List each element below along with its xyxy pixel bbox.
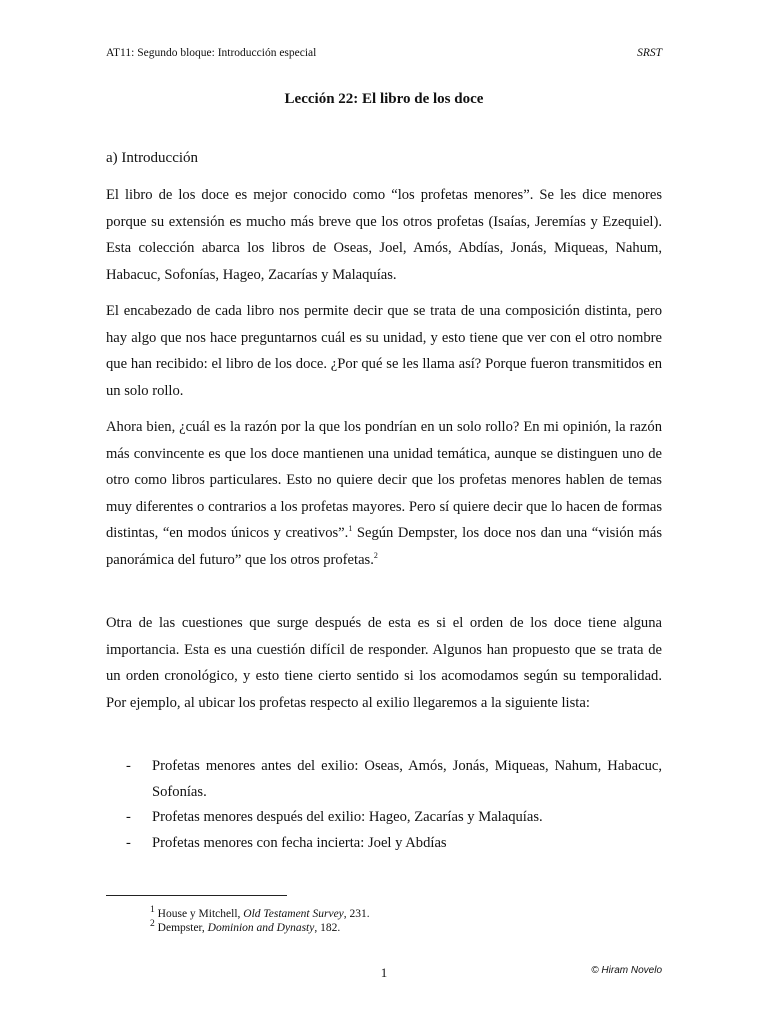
prophets-list (106, 754, 662, 856)
page-header (106, 47, 662, 63)
header-institution: SRST (637, 47, 662, 59)
footnote-work: Dominion and Dynasty (207, 921, 315, 934)
footnote-divider (106, 895, 287, 896)
section-heading: a) Introducción (106, 150, 199, 166)
footnote-author: House y Mitchell, (157, 907, 244, 920)
paragraph-3-text: Ahora bien, ¿cuál es la razón por la que los pondrían en un solo rollo? En mi opinión, la razón más convincente es que los doce mantienen una unidad temática, aunque se distinguen uno de otro como libros particulares. Esto no quiere decir que los profetas menores hablen de temas muy diferentes o contrarios a los profetas mayores. Pero sí quiere decir que lo hacen de formas distintas, “en modos únicos y creativos”. (106, 419, 662, 541)
footnote-author: Dempster, (157, 921, 208, 934)
page-number: 1 (380, 965, 388, 980)
list-item-text: Profetas menores después del exilio: Hageo, Zacarías y Malaquías. (152, 809, 543, 825)
list-dash: - (126, 834, 131, 851)
paragraph-3-cont: Según Dempster, los doce nos dan una “visión más panorámica del futuro” que los otros profetas. (106, 525, 662, 568)
copyright-notice: © Hiram Novelo (591, 965, 662, 976)
footnote-ref-2[interactable]: 2 (373, 550, 378, 560)
list-dash: - (126, 809, 131, 825)
lesson-title: Lección 22: El libro de los doce (284, 91, 484, 107)
footnote-page: , 182. (314, 921, 341, 934)
footnote-number: 2 (150, 918, 155, 929)
list-item (106, 805, 662, 831)
paragraph-2: El encabezado de cada libro nos permite decir que se trata de una composición distinta, pero hay algo que nos hace preguntarnos cuál es su unidad, y esto tiene que ver con el otro nombre que han recibido: el libro de los doce. ¿Por qué se les llama así? Porque fueron transmitidos en un solo rollo. (106, 303, 662, 399)
footnote-work: Old Testament Survey (243, 907, 344, 920)
footnote-ref-1[interactable]: 1 (348, 524, 353, 534)
list-item-text: Profetas menores antes del exilio: Oseas, Amós, Jonás, Miqueas, Nahum, Habacuc, Sofonías. (152, 758, 662, 800)
list-item (106, 754, 662, 805)
paragraph-1: El libro de los doce es mejor conocido como “los profetas menores”. Se les dice menores porque su extensión es mucho más breve que los otros profetas (Isaías, Jeremías y Ezequiel). Esta colección abarca los libros de Oseas, Joel, Amós, Abdías, Jonás, Miqueas, Nahum, Habacuc, Sofonías, Hageo, Zacarías y Malaquías. (106, 187, 662, 283)
paragraph-4: Otra de las cuestiones que surge después de esta es si el orden de los doce tiene alguna importancia. Esta es una cuestión difícil de responder. Algunos han propuesto que se trata de un orden cronológico, y esto tiene cierto sentido si los acomodamos según su temporalidad. Por ejemplo, al ubicar los profetas respecto al exilio llegaremos a la siguiente lista: (106, 615, 662, 711)
footnote-2 (150, 917, 340, 935)
list-dash: - (126, 758, 131, 774)
footnote-number: 1 (150, 904, 155, 915)
list-item-text: Profetas menores con fecha incierta: Joel y Abdías (152, 834, 447, 851)
footnote-page: , 231. (343, 907, 370, 920)
list-item (106, 831, 662, 857)
header-course-title: AT11: Segundo bloque: Introducción especial (106, 47, 317, 59)
paragraph-3 (106, 414, 662, 573)
